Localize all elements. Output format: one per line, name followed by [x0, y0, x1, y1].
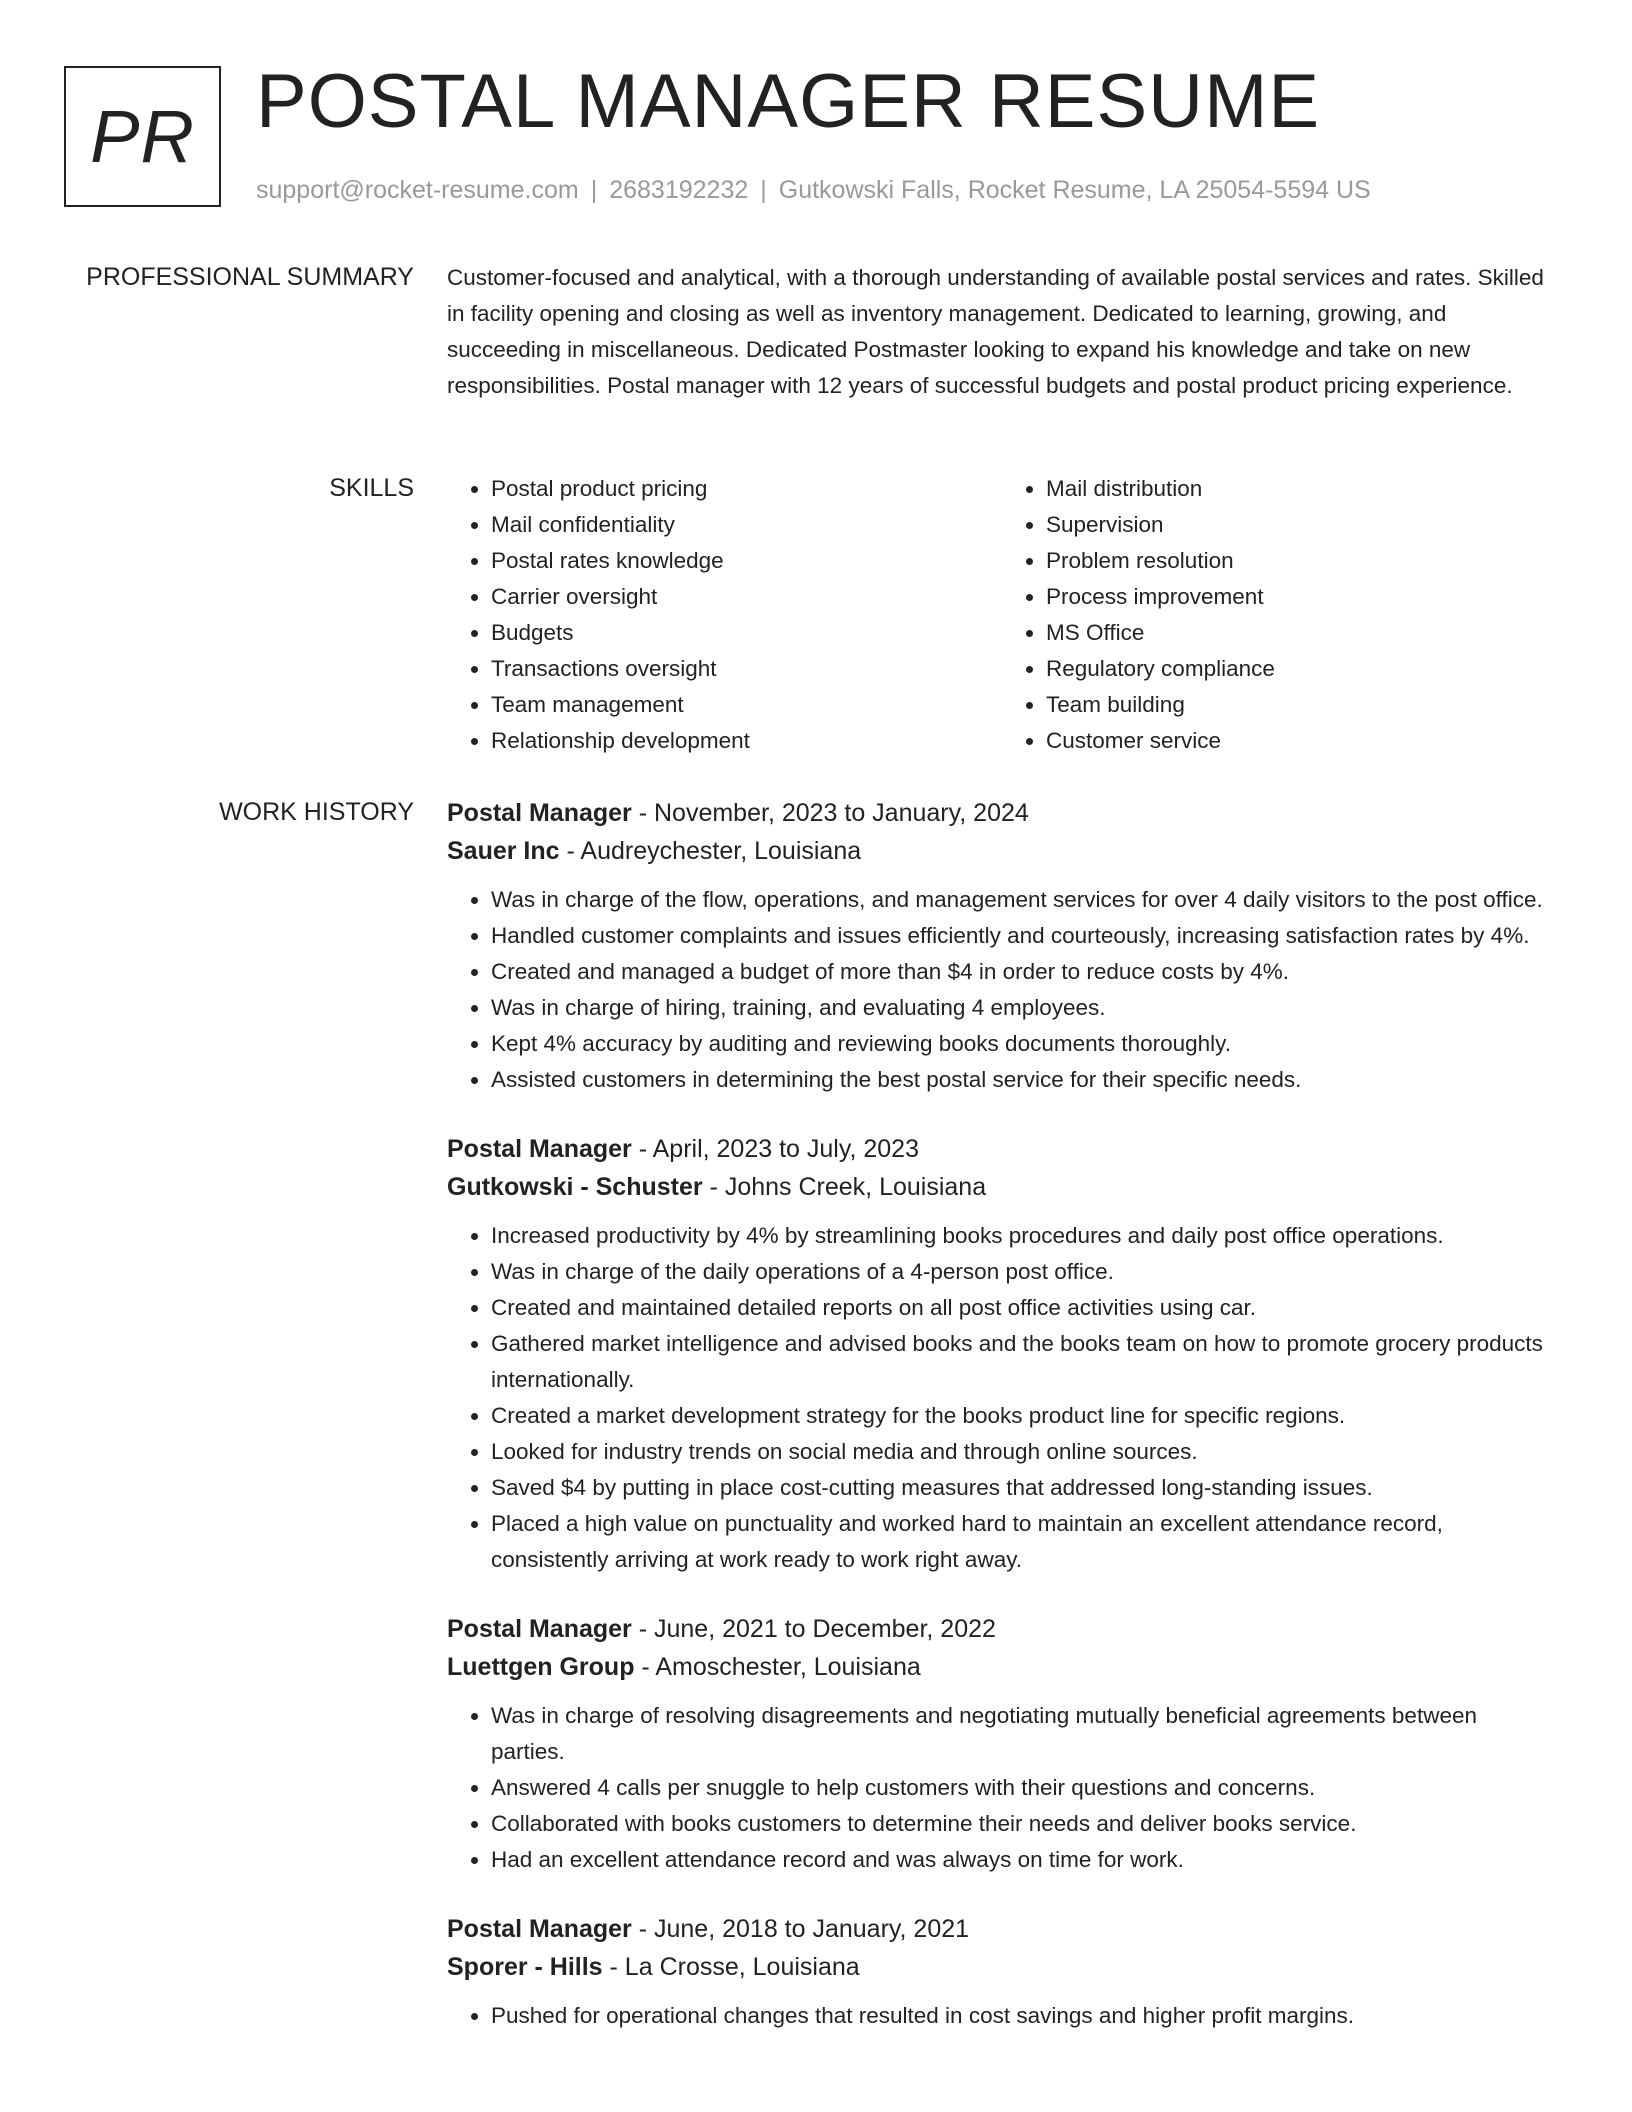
skill-item: • Regulatory compliance: [1046, 651, 1557, 687]
contact-line: [256, 174, 1371, 206]
job-bullet: • Was in charge of the flow, operations, and management services for over 4 daily visitors to the post office.: [491, 882, 1557, 918]
skill-item: • Transactions oversight: [491, 651, 1002, 687]
job-bullet: • Was in charge of the daily operations of a 4-person post office.: [491, 1254, 1557, 1290]
job-title-line: [447, 1910, 1557, 1948]
job-entry: [447, 794, 1557, 1098]
skills-list-right: [1002, 471, 1557, 759]
skill-item: • Budgets: [491, 615, 1002, 651]
job-bullet: • Assisted customers in determining the best postal service for their specific needs.: [491, 1062, 1557, 1098]
skill-item: • Problem resolution: [1046, 543, 1557, 579]
skills-body: [447, 471, 1557, 759]
job-company-line: [447, 1648, 1557, 1686]
contact-separator: |: [760, 176, 767, 204]
job-title: Postal Manager: [447, 1915, 632, 1943]
skills-heading: SKILLS: [329, 474, 414, 502]
job-company: Luettgen Group: [447, 1653, 635, 1681]
job-location: - Johns Creek, Louisiana: [702, 1173, 987, 1201]
job-title-line: [447, 794, 1557, 832]
job-dates: - April, 2023 to July, 2023: [631, 1135, 919, 1163]
monogram-initials: PR: [90, 95, 195, 178]
job-bullet: • Was in charge of hiring, training, and evaluating 4 employees.: [491, 990, 1557, 1026]
contact-email[interactable]: support@rocket-resume.com: [256, 176, 579, 204]
monogram-box: [64, 66, 221, 207]
job-title-line: [447, 1130, 1557, 1168]
job-bullet: • Created and managed a budget of more than $4 in order to reduce costs by 4%.: [491, 954, 1557, 990]
summary-body: [447, 260, 1557, 404]
job-bullet: • Handled customer complaints and issues efficiently and courteously, increasing satisfaction rates by 4%.: [491, 918, 1557, 954]
summary-text: Customer-focused and analytical, with a thorough understanding of available postal services and rates. Skilled in facility opening and closing as well as inventory management. Dedicated to learning, growing, and succeeding in miscellaneous. Dedicated Postmaster looking to expand his knowledge and take on new responsibilities. Postal manager with 12 years of successful budgets and postal product pricing experience.: [447, 265, 1544, 398]
job-entry: [447, 1910, 1557, 2034]
contact-separator: |: [590, 176, 598, 204]
resume-title: POSTAL MANAGER RESUME: [256, 59, 1321, 144]
job-company: Gutkowski - Schuster: [447, 1173, 703, 1201]
job-company-line: [447, 832, 1557, 870]
job-bullet: • Looked for industry trends on social media and through online sources.: [491, 1434, 1557, 1470]
job-company: Sporer - Hills: [447, 1953, 603, 1981]
skill-item: • Team management: [491, 687, 1002, 723]
job-bullet: • Saved $4 by putting in place cost-cutting measures that addressed long-standing issues.: [491, 1470, 1557, 1506]
job-bullet: • Answered 4 calls per snuggle to help customers with their questions and concerns.: [491, 1770, 1557, 1806]
job-dates: - June, 2021 to December, 2022: [631, 1615, 996, 1643]
job-location: - La Crosse, Louisiana: [602, 1953, 860, 1981]
skill-item: • Customer service: [1046, 723, 1557, 759]
job-title: Postal Manager: [447, 1615, 632, 1643]
job-title: Postal Manager: [447, 1135, 632, 1163]
skill-item: • Postal product pricing: [491, 471, 1002, 507]
job-company-line: [447, 1168, 1557, 1206]
contact-address: Gutkowski Falls, Rocket Resume, LA 25054-5594 US: [778, 176, 1371, 204]
job-entry: [447, 1130, 1557, 1578]
job-bullet: • Pushed for operational changes that resulted in cost savings and higher profit margins.: [491, 1998, 1557, 2034]
job-bullet: • Created a market development strategy for the books product line for specific regions.: [491, 1398, 1557, 1434]
job-entry: [447, 1610, 1557, 1878]
skill-item: • Carrier oversight: [491, 579, 1002, 615]
skill-item: • Mail confidentiality: [491, 507, 1002, 543]
job-bullets: [447, 1218, 1557, 1578]
job-bullet: • Had an excellent attendance record and was always on time for work.: [491, 1842, 1557, 1878]
job-bullets: [447, 1998, 1557, 2034]
work-history-heading: WORK HISTORY: [219, 798, 414, 826]
job-bullet: • Created and maintained detailed reports on all post office activities using car.: [491, 1290, 1557, 1326]
job-bullets: [447, 1698, 1557, 1878]
job-location: - Audreychester, Louisiana: [559, 837, 862, 865]
job-bullet: • Collaborated with books customers to determine their needs and deliver books service.: [491, 1806, 1557, 1842]
job-bullet: • Gathered market intelligence and advised books and the books team on how to promote grocery products internationally.: [491, 1326, 1557, 1398]
job-location: - Amoschester, Louisiana: [634, 1653, 921, 1681]
skill-item: • Process improvement: [1046, 579, 1557, 615]
skills-list-left: [447, 471, 1002, 759]
job-bullet: • Placed a high value on punctuality and worked hard to maintain an excellent attendance record, consistently arriving at work ready to work right away.: [491, 1506, 1557, 1578]
job-bullet: • Increased productivity by 4% by streamlining books procedures and daily post office operations.: [491, 1218, 1557, 1254]
job-company-line: [447, 1948, 1557, 1986]
job-title-line: [447, 1610, 1557, 1648]
job-bullets: [447, 882, 1557, 1098]
skill-item: • Team building: [1046, 687, 1557, 723]
skill-item: • Relationship development: [491, 723, 1002, 759]
job-bullet: • Kept 4% accuracy by auditing and reviewing books documents thoroughly.: [491, 1026, 1557, 1062]
skill-item: • Postal rates knowledge: [491, 543, 1002, 579]
job-company: Sauer Inc: [447, 837, 560, 865]
job-dates: - June, 2018 to January, 2021: [631, 1915, 970, 1943]
job-bullet: • Was in charge of resolving disagreements and negotiating mutually beneficial agreements between parties.: [491, 1698, 1557, 1770]
skill-item: • Mail distribution: [1046, 471, 1557, 507]
skill-item: • Supervision: [1046, 507, 1557, 543]
job-dates: - November, 2023 to January, 2024: [631, 799, 1029, 827]
skill-item: • MS Office: [1046, 615, 1557, 651]
contact-phone[interactable]: 2683192232: [609, 176, 749, 204]
job-title: Postal Manager: [447, 799, 632, 827]
work-history-body: [447, 794, 1557, 2066]
summary-heading: PROFESSIONAL SUMMARY: [86, 263, 414, 291]
